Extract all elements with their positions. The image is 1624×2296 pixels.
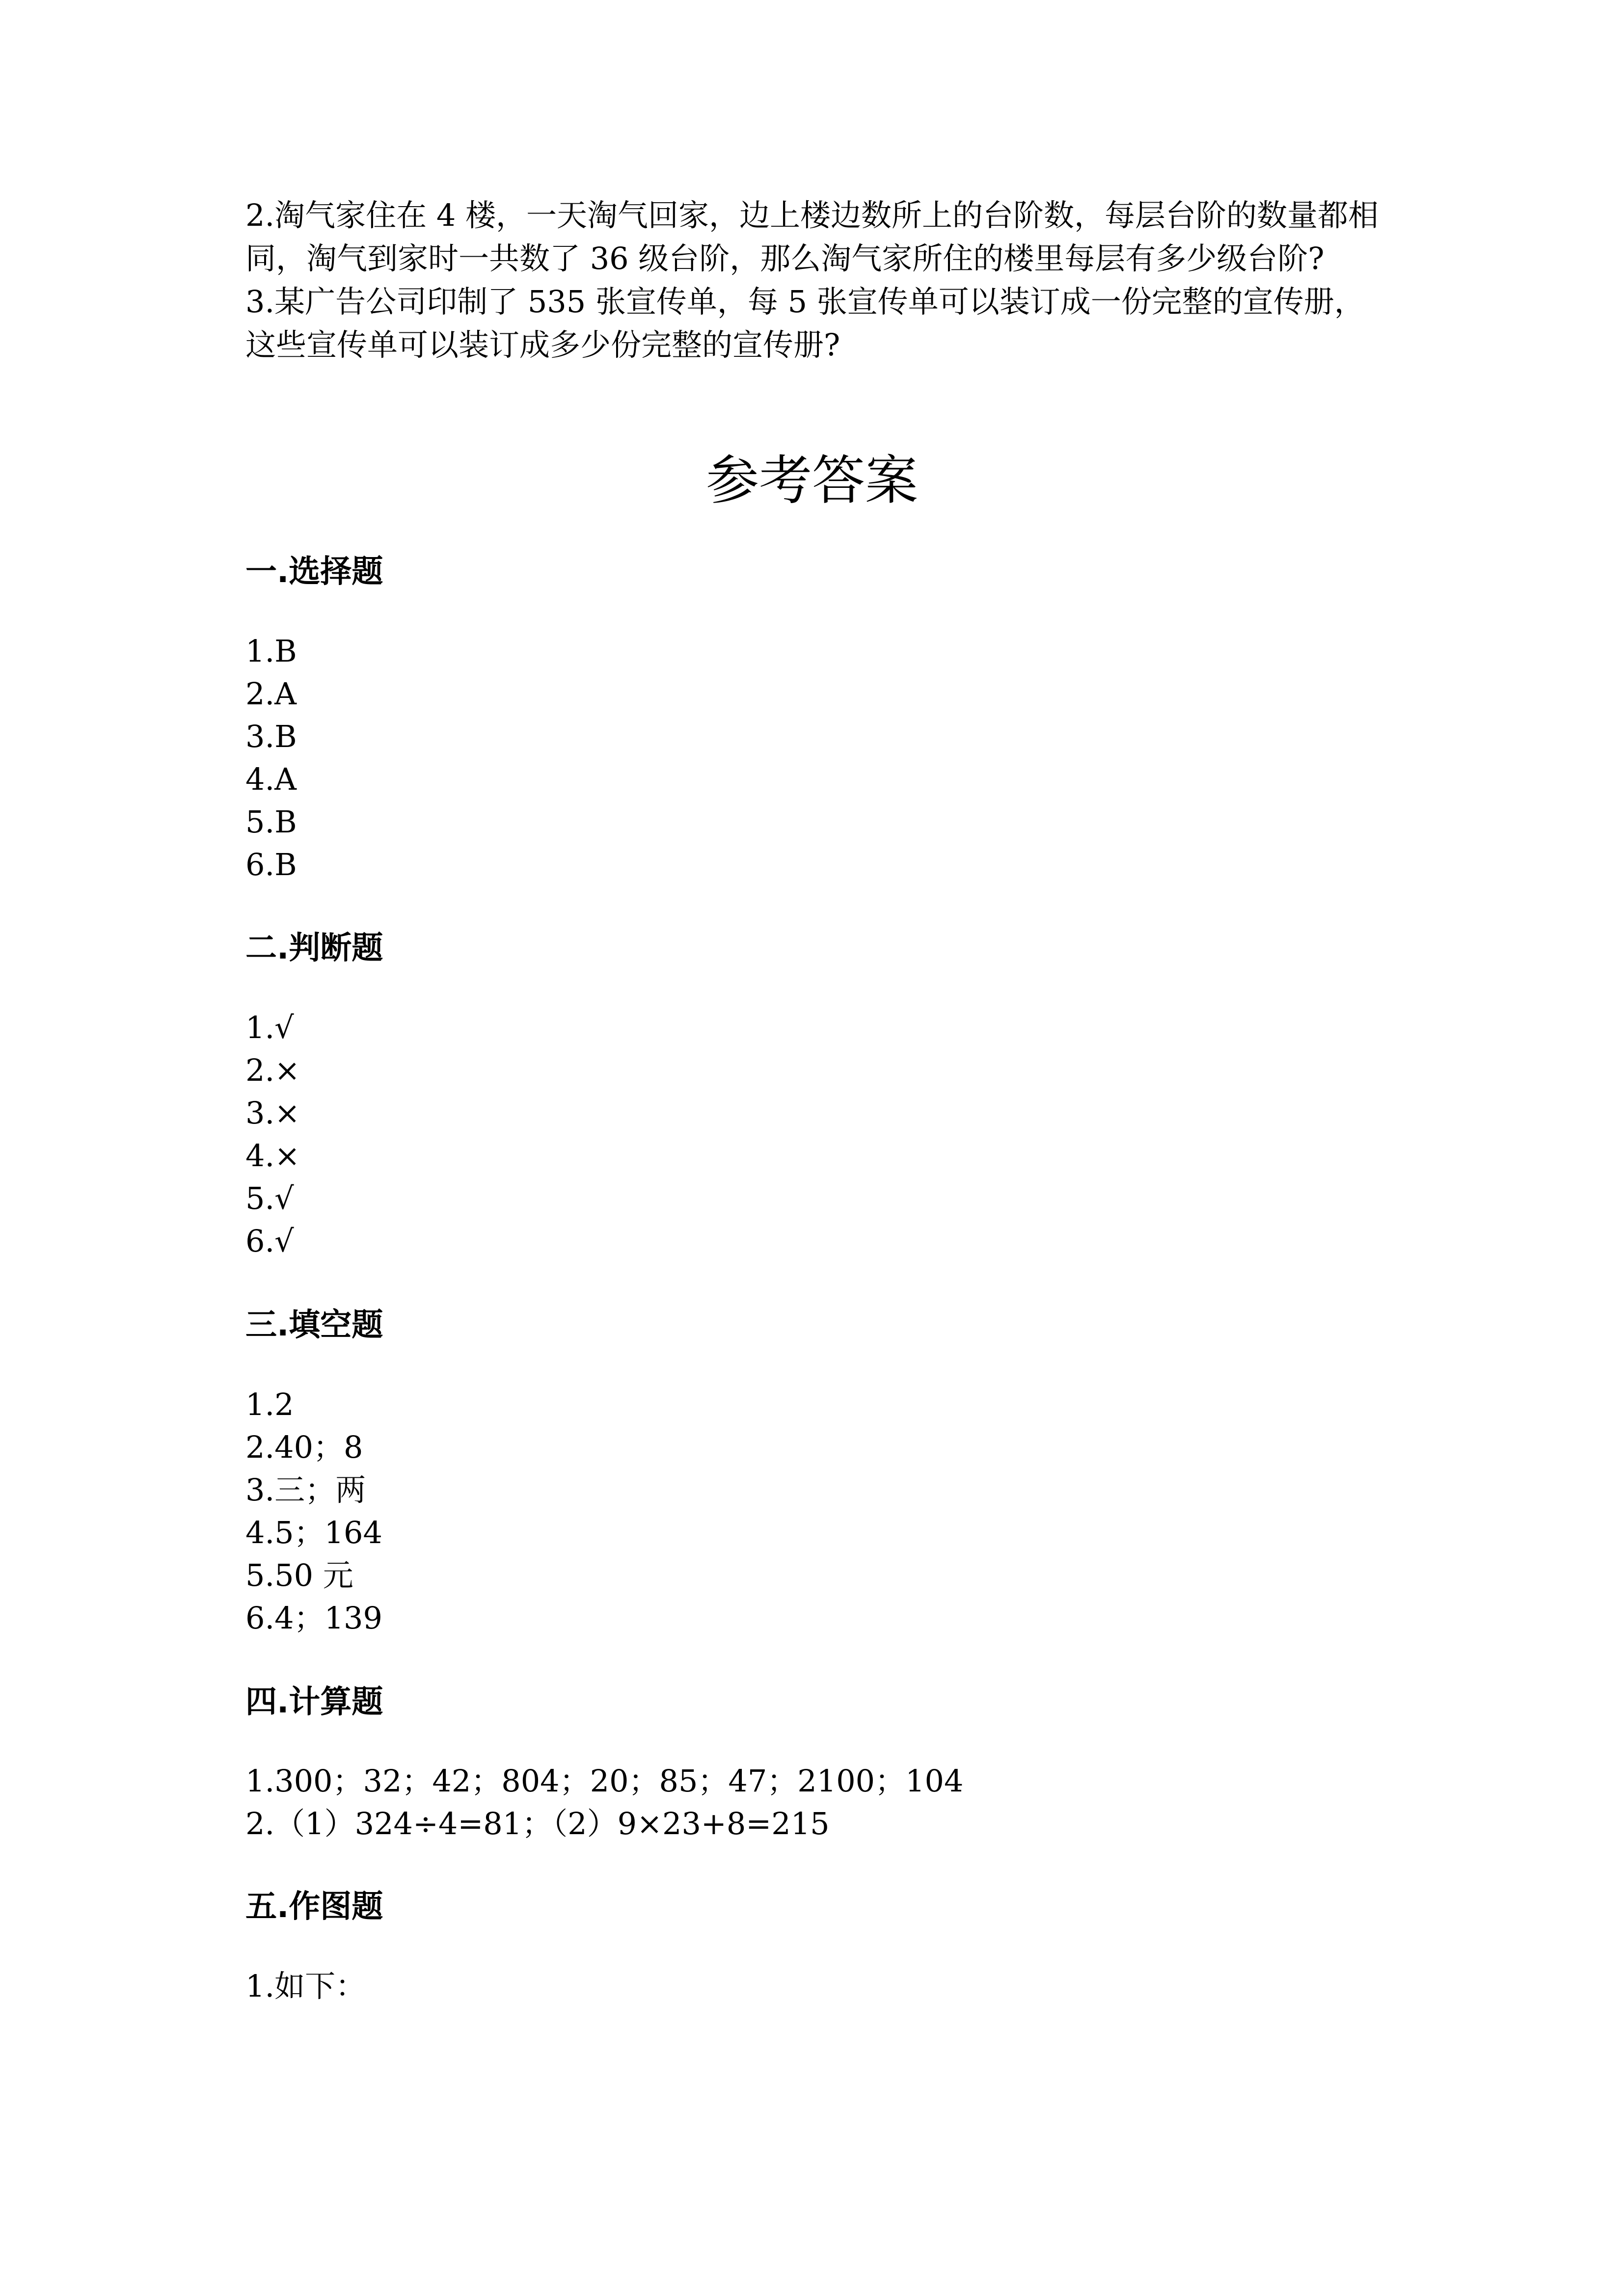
answer-item: 4.A [245, 761, 297, 797]
answer-title: 参考答案 [705, 450, 918, 511]
answer-item: 1.B [245, 633, 297, 669]
section-heading-judgement: 二.判断题 [245, 930, 383, 966]
answer-item: 1.如下： [245, 1968, 366, 2004]
answer-item: 4.5；164 [245, 1515, 382, 1550]
problem-3: 3.某广告公司印制了 535 张宣传单，每 5 张宣传单可以装订成一份完整的宣传册，这些宣传单可以装订成多少份完整的宣传册? [245, 284, 1365, 363]
answer-item: 3.B [245, 719, 297, 754]
answer-item: 6.4；139 [245, 1600, 382, 1636]
answer-item: 2.（1）324÷4=81；（2）9×23+8=215 [245, 1806, 830, 1842]
answer-item: 3.三；两 [245, 1472, 366, 1508]
answer-list-calculation [245, 1760, 963, 1845]
answer-item: 1.300；32；42；804；20；85；47；2100；104 [245, 1763, 964, 1799]
answer-item: 2.× [245, 1052, 300, 1088]
answer-list-judgement [245, 1006, 300, 1262]
answer-item: 6.B [245, 847, 297, 882]
answer-item: 6.√ [245, 1223, 294, 1259]
section-heading-calculation: 四.计算题 [245, 1684, 383, 1720]
answer-item: 5.√ [245, 1180, 294, 1216]
problem-2: 2.淘气家住在 4 楼，一天淘气回家，边上楼边数所上的台阶数，每层台阶的数量都相同，淘气到家时一共数了 36 级台阶，那么淘气家所住的楼里每层有多少级台阶? [245, 197, 1379, 276]
answer-item: 1.2 [245, 1387, 294, 1422]
answer-item: 5.50 元 [245, 1557, 353, 1593]
answer-item: 2.40；8 [245, 1429, 363, 1465]
answer-list-drawing [245, 1965, 366, 2007]
answer-list-fill-blank [245, 1383, 382, 1639]
answer-list-choice [245, 630, 297, 886]
section-heading-drawing: 五.作图题 [245, 1889, 383, 1925]
answer-item: 3.× [245, 1095, 300, 1131]
answer-item: 5.B [245, 804, 297, 840]
word-problems [245, 194, 1380, 367]
answer-item: 2.A [245, 676, 297, 712]
answer-item: 4.× [245, 1138, 300, 1174]
answer-item: 1.√ [245, 1010, 294, 1045]
section-heading-fill-blank: 三.填空题 [245, 1307, 383, 1343]
section-heading-choice: 一.选择题 [245, 554, 383, 590]
